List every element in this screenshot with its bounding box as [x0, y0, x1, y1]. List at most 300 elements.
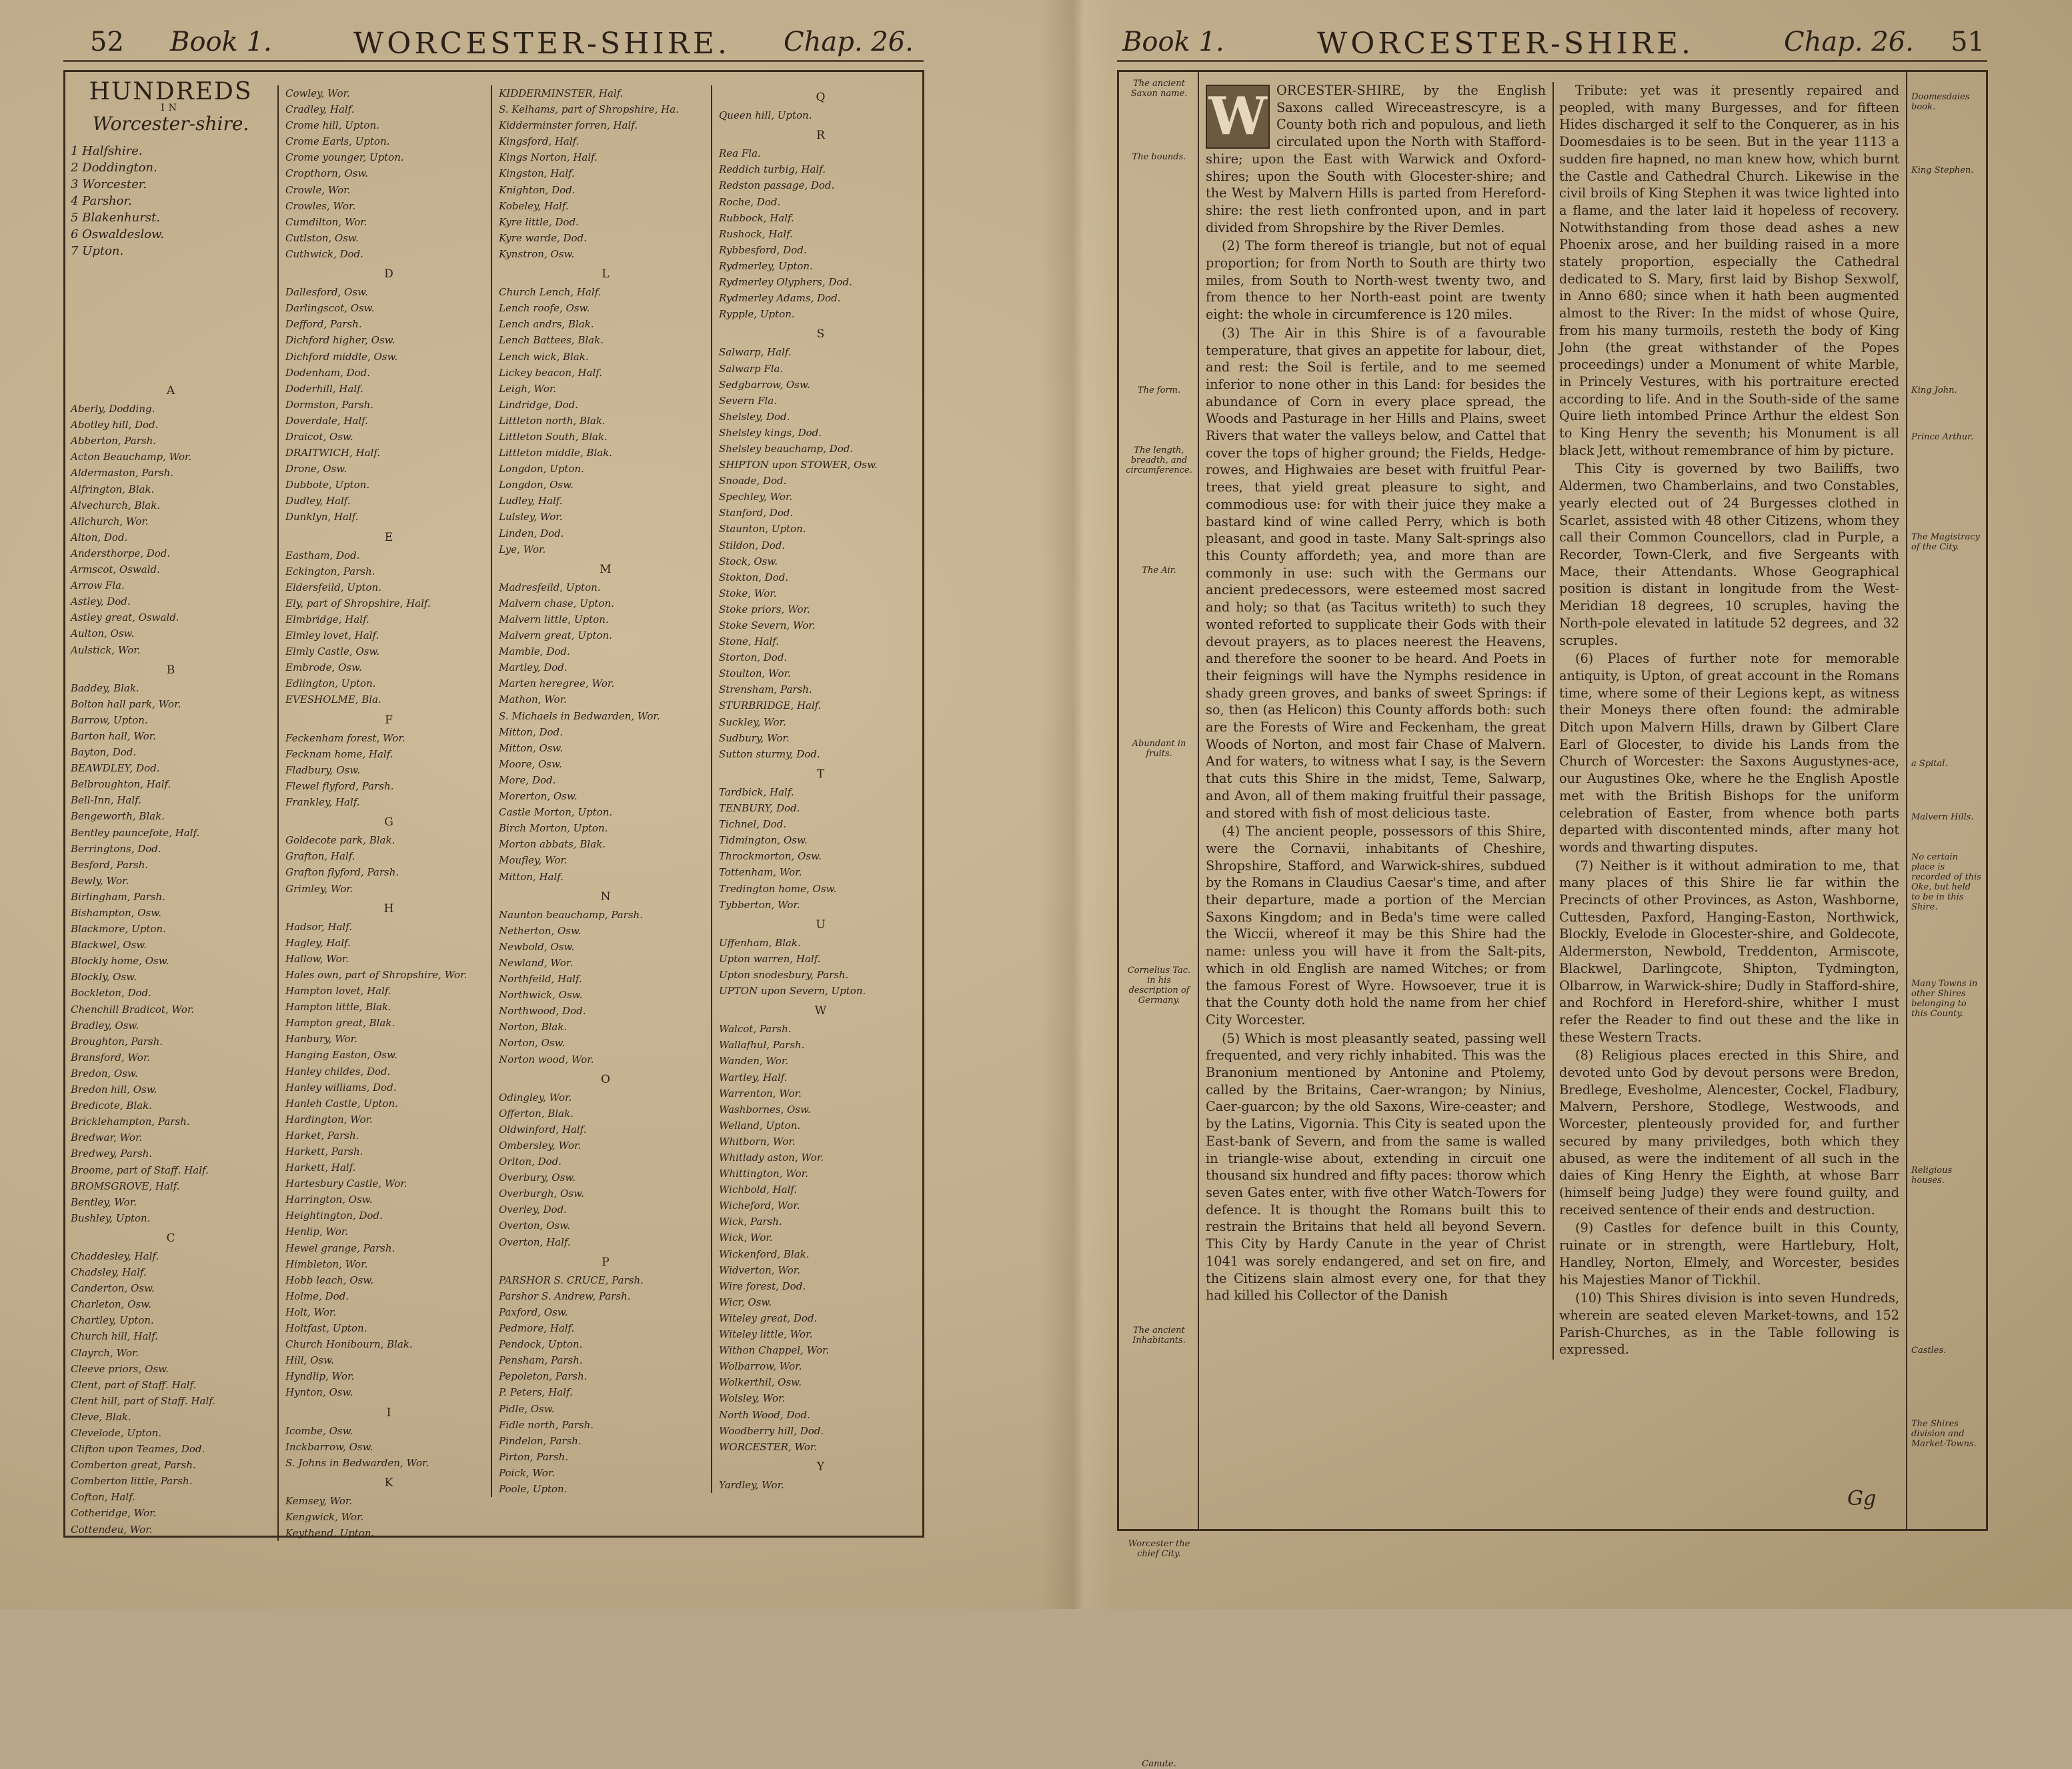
- index-entry: Northfeild, Half.: [499, 973, 582, 986]
- index-entry: Chartley, Upton.: [71, 1314, 154, 1327]
- body-paragraph: (4) The ancient people, possessors of this Shire, were the Cornavii, inhabitants of Cheshire, Shropshire, Stafford, and Warwick-shires, subdued by the Romans in Claudius Caesar's time, and after their departure, made a portion of the Mercian Saxons Kingdom; and in Beda's time were called the Wiccii, whereof it may be this Shire had the name: unless you will have it from the Salt-pits, which in old English are named Witches; or from the famous Forest of Wyre. Howsoever, true it is that the County doth hold the name from her chief City Worcester.: [1206, 823, 1546, 1028]
- index-entry: Mitton, Dod.: [499, 725, 563, 738]
- body-paragraph: (7) Neither is it without admiration to me, that many places of this Shire lie far within the Precincts of other Provinces, as Aston, Washborne, Cuttesden, Paxford, Hanging-Easton, Northwick, Blockly, Evelode in Glocester-shire, and Goldecote, Aldermerston, Newbold, Treddenton, Armiscote, Blackwel, Darlingcote, Shipton, Tydmington, Olbarrow, in Warwick-shire; Dudly in Stafford-shire, and Rochford in Hereford-shire, whither I must refer the Reader to find out these and the like in these Western Tracts.: [1559, 857, 1899, 1045]
- index-entry: Kyre little, Dod.: [499, 215, 579, 228]
- index-entry: Witeley great, Dod.: [719, 1312, 818, 1324]
- index-entry: Hanleh Castle, Upton.: [285, 1097, 398, 1110]
- index-entry: STURBRIDGE, Half.: [719, 699, 822, 712]
- index-entry: Holt, Wor.: [285, 1306, 337, 1318]
- index-entry: Mathon, Wor.: [499, 693, 567, 706]
- index-letter-heading: N: [600, 890, 611, 904]
- index-entry: Drone, Osw.: [285, 463, 347, 475]
- index-entry: P. Peters, Half.: [499, 1386, 573, 1399]
- index-entry: Queen hill, Upton.: [719, 109, 812, 122]
- index-entry: Martley, Dod.: [499, 661, 568, 674]
- index-column-3: [491, 85, 712, 1497]
- index-entry: Doderhill, Half.: [285, 382, 363, 395]
- index-entry: Snoade, Dod.: [719, 475, 787, 487]
- index-entry: Kingston, Half.: [499, 167, 575, 180]
- index-entry: Kingsford, Half.: [499, 135, 580, 148]
- index-entry: Barton hall, Wor.: [71, 729, 157, 742]
- index-entry: Bentley pauncefote, Half.: [71, 826, 200, 839]
- index-entry: Stoulton, Wor.: [719, 667, 791, 680]
- index-entry: S. Johns in Bedwarden, Wor.: [285, 1456, 429, 1469]
- index-entry: Cutlston, Osw.: [285, 231, 359, 244]
- margin-note: Many Towns in other Shires belonging to this County.: [1911, 979, 1978, 1019]
- index-letter-heading: L: [602, 267, 610, 281]
- index-entry: Wallafhul, Parsh.: [719, 1039, 805, 1052]
- index-entry: Crome hill, Upton.: [285, 119, 379, 132]
- index-entry: Morerton, Osw.: [499, 790, 578, 803]
- index-entry: Stock, Osw.: [719, 555, 778, 567]
- margin-note: The Magistracy of the City.: [1911, 532, 1980, 552]
- index-entry: Chadsley, Half.: [71, 1266, 147, 1279]
- index-entry: Berringtons, Dod.: [71, 842, 161, 855]
- index-entry: Dichford middle, Osw.: [285, 350, 398, 363]
- index-entry: Eldersfeild, Upton.: [285, 581, 381, 593]
- index-entry: Hynton, Osw.: [285, 1386, 353, 1399]
- index-entry: Littleton middle, Blak.: [499, 447, 613, 459]
- index-entry: Allchurch, Wor.: [71, 515, 149, 527]
- hundred-item: 7 Upton.: [71, 244, 124, 259]
- index-entry: Bredicote, Blak.: [71, 1100, 152, 1112]
- index-entry: Kemsey, Wor.: [285, 1494, 353, 1507]
- index-entry: Moufley, Wor.: [499, 854, 568, 867]
- index-entry: Northwick, Osw.: [499, 989, 583, 1002]
- index-entry: Tottenham, Wor.: [719, 866, 802, 879]
- index-letter-heading: B: [166, 663, 175, 677]
- index-entry: Bockleton, Dod.: [71, 987, 151, 1000]
- index-entry: S. Michaels in Bedwarden, Wor.: [499, 709, 660, 722]
- index-entry: Hanley childes, Dod.: [285, 1065, 391, 1078]
- index-entry: Himbleton, Wor.: [285, 1258, 368, 1270]
- index-entry: Lench roofe, Osw.: [499, 302, 590, 315]
- margin-note: Malvern Hills.: [1911, 812, 1974, 822]
- index-entry: Widverton, Wor.: [719, 1264, 801, 1276]
- index-entry: Stildon, Dod.: [719, 539, 786, 551]
- index-entry: Harkett, Half.: [285, 1162, 356, 1174]
- index-entry: Upton snodesbury, Parsh.: [719, 968, 849, 981]
- index-entry: Ombersley, Wor.: [499, 1140, 582, 1152]
- index-entry: Uffenham, Blak.: [719, 936, 801, 949]
- index-entry: Stokton, Dod.: [719, 571, 789, 583]
- margin-note: Abundant in fruits.: [1132, 739, 1186, 759]
- right-chapter-label: Chap. 26.: [1784, 27, 1914, 57]
- index-entry: Holtfast, Upton.: [285, 1322, 367, 1335]
- index-entry: Pensham, Parsh.: [499, 1354, 583, 1367]
- index-entry: Abotley hill, Dod.: [71, 419, 159, 431]
- left-margin-notes: [1119, 72, 1199, 1769]
- index-entry: Dodenham, Dod.: [285, 366, 370, 379]
- index-entry: Cradley, Half.: [285, 103, 355, 116]
- index-entry: Wire forest, Dod.: [719, 1280, 806, 1292]
- index-entry: Wolbarrow, Wor.: [719, 1360, 802, 1373]
- index-entry: Draicot, Osw.: [285, 430, 353, 443]
- index-entry: Overton, Osw.: [499, 1220, 570, 1232]
- index-entry: Cowley, Wor.: [285, 87, 350, 99]
- index-entry: Littleton north, Blak.: [499, 414, 606, 427]
- index-entry: Edlington, Upton.: [285, 677, 376, 690]
- index-entry: Lickey beacon, Half.: [499, 366, 603, 379]
- index-entry: Norton, Blak.: [499, 1021, 568, 1034]
- index-entry: Armscot, Oswald.: [71, 563, 160, 576]
- index-entry: Oldwinford, Half.: [499, 1123, 587, 1136]
- index-entry: Arrow Fla.: [71, 579, 125, 592]
- index-entry: More, Dod.: [499, 773, 556, 786]
- index-entry: Embrode, Osw.: [285, 661, 362, 674]
- index-entry: Heightington, Dod.: [285, 1210, 383, 1222]
- index-entry: Tredington home, Osw.: [719, 882, 837, 895]
- index-entry: Rydmerley Adams, Dod.: [719, 292, 841, 305]
- index-entry: Besford, Parsh.: [71, 858, 149, 871]
- index-entry: Hanging Easton, Osw.: [285, 1049, 397, 1062]
- index-entry: Belbroughton, Half.: [71, 778, 171, 791]
- index-entry: Hill, Osw.: [285, 1354, 334, 1367]
- hundreds-list: [71, 143, 271, 259]
- index-entry: Birch Morton, Upton.: [499, 822, 608, 835]
- index-entry: Stoke, Wor.: [719, 587, 777, 599]
- index-entry: Newbold, Osw.: [499, 940, 575, 953]
- index-entry: Blackwel, Osw.: [71, 939, 147, 952]
- index-entry: Rea Fla.: [719, 147, 761, 160]
- margin-note: Canute.: [1142, 1759, 1176, 1769]
- index-entry: Henlip, Wor.: [285, 1226, 349, 1238]
- index-letter-heading: Y: [816, 1460, 825, 1474]
- index-entry: Clayrch, Wor.: [71, 1346, 139, 1359]
- index-entry: Redston passage, Dod.: [719, 179, 835, 192]
- index-entry: Pirton, Parsh.: [499, 1450, 568, 1463]
- index-entry: Tichnel, Dod.: [719, 818, 787, 831]
- right-page-frame: [1117, 70, 1988, 1769]
- index-entry: Hobb leach, Osw.: [285, 1274, 374, 1286]
- index-letter-heading: C: [166, 1231, 175, 1245]
- center-fold: [1040, 0, 1114, 1609]
- index-entry: S. Kelhams, part of Shropshire, Ha.: [499, 103, 679, 116]
- index-entry: Naunton beauchamp, Parsh.: [499, 908, 643, 921]
- index-letter-heading: D: [384, 267, 393, 281]
- index-entry: Pepoleton, Parsh.: [499, 1370, 588, 1383]
- index-entry: Woodberry hill, Dod.: [719, 1424, 824, 1437]
- hundreds-in: IN: [161, 103, 181, 114]
- index-entry: Lench wick, Blak.: [499, 350, 589, 363]
- index-entry: Cleeve priors, Osw.: [71, 1362, 169, 1375]
- margin-note: The bounds.: [1132, 152, 1186, 162]
- index-entry: Withon Chappel, Wor.: [719, 1344, 830, 1357]
- index-entry: Bell-Inn, Half.: [71, 794, 141, 807]
- index-entry: North Wood, Dod.: [719, 1408, 810, 1421]
- index-entry: Flewel flyford, Parsh.: [285, 779, 394, 792]
- index-entry: Offerton, Blak.: [499, 1107, 574, 1120]
- index-entry: Cuthwick, Dod.: [285, 247, 363, 260]
- index-entry: Reddich turbig, Half.: [719, 163, 826, 176]
- index-entry: Kengwick, Wor.: [285, 1511, 364, 1524]
- index-entry: Abberton, Parsh.: [71, 435, 156, 447]
- left-book-label: Book 1.: [170, 27, 272, 57]
- index-entry: Stone, Half.: [719, 635, 780, 648]
- index-entry: Dudley, Half.: [285, 495, 351, 507]
- index-entry: Longdon, Upton.: [499, 463, 584, 475]
- index-entry: Clevelode, Upton.: [71, 1427, 162, 1439]
- index-entry: Warrenton, Wor.: [719, 1087, 802, 1100]
- index-entry: Wolkerthil, Osw.: [719, 1376, 802, 1389]
- index-entry: Lye, Wor.: [499, 543, 546, 555]
- index-entry: SHIPTON upon STOWER, Osw.: [719, 459, 878, 471]
- index-letter-heading: W: [814, 1004, 827, 1018]
- index-column-1: [71, 379, 271, 1538]
- margin-note: The length, breadth, and circumference.: [1126, 445, 1192, 475]
- index-entry: UPTON upon Severn, Upton.: [719, 985, 866, 998]
- index-entry: Hanley williams, Dod.: [285, 1081, 397, 1094]
- index-entry: Bishampton, Osw.: [71, 907, 162, 919]
- index-entry: Cottendeu, Wor.: [71, 1523, 153, 1536]
- margin-note: a Spital.: [1911, 759, 1948, 769]
- right-page-title: WORCESTER-SHIRE.: [1317, 27, 1694, 61]
- index-entry: Pedmore, Half.: [499, 1322, 575, 1335]
- index-entry: Sudbury, Wor.: [719, 731, 790, 744]
- index-entry: Rybbesford, Dod.: [719, 243, 807, 256]
- index-entry: Wolsley, Wor.: [719, 1392, 786, 1405]
- index-entry: Dallesford, Osw.: [285, 286, 368, 299]
- index-entry: Darlingscot, Osw.: [285, 302, 375, 315]
- right-margin-notes: [1906, 72, 1986, 1529]
- index-entry: Elmly Castle, Osw.: [285, 645, 380, 658]
- index-entry: Malvern great, Upton.: [499, 629, 612, 642]
- index-column-4: [711, 85, 922, 1493]
- index-entry: Mamble, Dod.: [499, 645, 570, 658]
- index-entry: KIDDERMINSTER, Half.: [499, 87, 624, 99]
- index-entry: Crowle, Wor.: [285, 183, 351, 196]
- margin-note: Worcester the chief City.: [1128, 1539, 1190, 1559]
- index-entry: Cofton, Half.: [71, 1491, 135, 1504]
- margin-note: King John.: [1911, 385, 1957, 395]
- index-entry: Stanford, Dod.: [719, 507, 794, 519]
- index-entry: Chaddesley, Half.: [71, 1250, 159, 1262]
- index-entry: Fladbury, Osw.: [285, 763, 361, 776]
- body-paragraph: (9) Castles for defence built in this County, ruinate or in strength, were Hartlebury, Holt, Handley, Norton, Elmely, and Worcester, besides his Majesties Manor of Tickhil.: [1559, 1220, 1899, 1288]
- catchword: Gg: [1847, 1487, 1877, 1510]
- index-entry: Wichbold, Half.: [719, 1184, 798, 1196]
- index-entry: Overton, Half.: [499, 1236, 571, 1248]
- index-entry: WORCESTER, Wor.: [719, 1440, 818, 1453]
- index-entry: Cumdilton, Wor.: [285, 215, 367, 228]
- index-entry: Wartley, Half.: [719, 1071, 788, 1084]
- index-entry: Wickenford, Blak.: [719, 1248, 810, 1260]
- index-entry: Northwood, Dod.: [499, 1005, 586, 1018]
- index-entry: Marten heregree, Wor.: [499, 677, 615, 690]
- index-entry: Overley, Dod.: [499, 1204, 567, 1216]
- index-entry: Hales own, part of Shropshire, Wor.: [285, 968, 467, 981]
- index-entry: BROMSGROVE, Half.: [71, 1180, 180, 1192]
- index-entry: Strensham, Parsh.: [719, 683, 812, 696]
- left-running-head: [63, 20, 924, 62]
- index-entry: Blackmore, Upton.: [71, 923, 166, 936]
- right-page: [1117, 20, 1987, 1769]
- index-entry: Parshor S. Andrew, Parsh.: [499, 1290, 631, 1302]
- index-entry: Astley great, Oswald.: [71, 611, 179, 624]
- index-entry: PARSHOR S. CRUCE, Parsh.: [499, 1274, 644, 1286]
- margin-note: Castles.: [1911, 1346, 1947, 1356]
- index-entry: Hallow, Wor.: [285, 952, 349, 965]
- index-entry: Whittington, Wor.: [719, 1168, 808, 1180]
- index-entry: Bentley, Wor.: [71, 1196, 137, 1208]
- hundred-item: 3 Worcester.: [71, 177, 147, 192]
- index-entry: Norton wood, Wor.: [499, 1053, 594, 1066]
- index-entry: Ludley, Half.: [499, 495, 563, 507]
- index-entry: Grafton flyford, Parsh.: [285, 866, 399, 879]
- index-entry: Pendock, Upton.: [499, 1338, 583, 1351]
- index-entry: Suckley, Wor.: [719, 715, 786, 728]
- body-paragraph: (2) The form thereof is triangle, but not of equal proportion; for from North to South are thirty two miles, from South to North-west twenty two, and from thence to her North-east point are twenty eight: the whole in circumference is 120 miles.: [1206, 238, 1546, 323]
- index-letter-heading: A: [166, 384, 175, 397]
- index-entry: Tybberton, Wor.: [719, 898, 800, 911]
- index-entry: Wanden, Wor.: [719, 1055, 789, 1068]
- left-chapter-label: Chap. 26.: [784, 27, 914, 57]
- index-entry: Norton, Osw.: [499, 1037, 566, 1050]
- index-entry: Hartesbury Castle, Wor.: [285, 1178, 407, 1190]
- index-entry: Cotheridge, Wor.: [71, 1507, 157, 1520]
- index-entry: Frankley, Half.: [285, 796, 360, 809]
- index-entry: Wick, Parsh.: [719, 1216, 782, 1228]
- index-entry: Elmley lovet, Half.: [285, 629, 379, 642]
- index-entry: Alvechurch, Blak.: [71, 499, 161, 511]
- index-entry: Eckington, Parsh.: [285, 565, 375, 577]
- index-entry: Witeley little, Wor.: [719, 1328, 813, 1341]
- index-entry: Alton, Dod.: [71, 531, 128, 543]
- index-entry: Aberly, Dodding.: [71, 403, 155, 415]
- index-entry: Shelsley, Dod.: [719, 410, 790, 423]
- margin-note: Cornelius Tac. in his description of Germany.: [1127, 966, 1191, 1006]
- index-entry: Aulton, Osw.: [71, 627, 135, 640]
- index-entry: Barrow, Upton.: [71, 713, 148, 726]
- margin-note: Doomesdaies book.: [1911, 92, 1970, 112]
- index-entry: Mitton, Half.: [499, 870, 564, 883]
- right-running-head: [1117, 20, 1987, 62]
- index-entry: Andersthorpe, Dod.: [71, 547, 171, 559]
- index-entry: Rydmerley, Upton.: [719, 259, 813, 272]
- index-letter-heading: T: [816, 767, 825, 781]
- index-entry: Canderton, Osw.: [71, 1282, 155, 1295]
- index-entry: Bransford, Wor.: [71, 1051, 151, 1064]
- index-entry: Upton warren, Half.: [719, 952, 821, 965]
- index-entry: Stoke priors, Wor.: [719, 603, 810, 615]
- index-entry: Staunton, Upton.: [719, 523, 806, 535]
- index-entry: Dubbote, Upton.: [285, 479, 370, 491]
- index-entry: Cleve, Blak.: [71, 1410, 131, 1423]
- index-entry: Roche, Dod.: [719, 195, 781, 208]
- index-entry: Kyre warde, Dod.: [499, 231, 587, 244]
- index-entry: Fidle north, Parsh.: [499, 1418, 594, 1431]
- index-entry: Kobeley, Half.: [499, 199, 569, 212]
- index-entry: Knighton, Dod.: [499, 183, 576, 196]
- index-entry: Lulsley, Wor.: [499, 511, 563, 523]
- index-entry: Hampton little, Blak.: [285, 1001, 391, 1014]
- index-entry: Sutton sturmy, Dod.: [719, 747, 820, 760]
- index-entry: Hadsor, Half.: [285, 920, 353, 933]
- index-entry: Dormston, Parsh.: [285, 398, 374, 411]
- index-entry: Comberton great, Parsh.: [71, 1459, 196, 1472]
- index-entry: Harket, Parsh.: [285, 1129, 359, 1142]
- index-entry: Blockly home, Osw.: [71, 955, 169, 968]
- index-entry: Eastham, Dod.: [285, 549, 360, 561]
- index-entry: Defford, Parsh.: [285, 318, 362, 331]
- index-entry: Ely, part of Shropshire, Half.: [285, 597, 431, 609]
- index-entry: Hampton lovet, Half.: [285, 985, 391, 998]
- index-entry: Chenchill Bradicot, Wor.: [71, 1003, 195, 1016]
- index-entry: Church Lench, Half.: [499, 286, 602, 299]
- index-entry: Malvern little, Upton.: [499, 613, 609, 625]
- index-letter-heading: O: [601, 1072, 610, 1086]
- index-entry: Madresfeild, Upton.: [499, 581, 601, 593]
- index-entry: Fecknam home, Half.: [285, 747, 393, 760]
- index-entry: Rushock, Half.: [719, 227, 793, 240]
- index-entry: Sedgbarrow, Osw.: [719, 378, 810, 391]
- body-paragraph: (5) Which is most pleasantly seated, passing well frequented, and very richly inhabited. This was the Branonium mentioned by Antonine and Ptolemy, called by the Britains, Caer-wrangon; by Ninius, Caer-guarcon; by the old Saxons, Wire-ceaster; and by the Latins, Vigornia. This City is seated upon the East-bank of Severn, and from the same is walled in triangle-wise about, extending in circuit one thousand six hundred and fifty paces: thorow which seven Gates enter, with five other Watch-Towers for defence. It is thought the Romans built this to restrain the Britains that held all beyond Severn. This City by Hardy Canute in the year of Christ 1041 was sorely endangered, and set on fire, and the Citizens slain almost every one, for that they had killed his Collector of the Danish: [1206, 1030, 1546, 1304]
- index-entry: Church hill, Half.: [71, 1330, 158, 1343]
- hundred-item: 2 Doddington.: [71, 161, 157, 175]
- index-entry: Shelsley kings, Dod.: [719, 426, 822, 439]
- index-entry: Lindridge, Dod.: [499, 398, 579, 411]
- hundreds-title: HUNDREDS: [89, 78, 253, 105]
- index-entry: Walcot, Parsh.: [719, 1023, 792, 1036]
- margin-note: The ancient Saxon name.: [1130, 79, 1188, 99]
- index-entry: DRAITWICH, Half.: [285, 447, 381, 459]
- index-entry: Newland, Wor.: [499, 956, 574, 969]
- index-entry: Castle Morton, Upton.: [499, 806, 613, 819]
- hundred-item: 1 Halfshire.: [71, 144, 143, 159]
- index-entry: Leigh, Wor.: [499, 382, 557, 395]
- index-entry: Kings Norton, Half.: [499, 151, 598, 164]
- index-entry: Poick, Wor.: [499, 1466, 556, 1479]
- index-entry: Inckbarrow, Osw.: [285, 1440, 373, 1453]
- index-entry: Wick, Wor.: [719, 1232, 773, 1244]
- index-entry: Broome, part of Staff. Half.: [71, 1164, 209, 1176]
- index-entry: Orlton, Dod.: [499, 1156, 562, 1168]
- index-entry: Alfrington, Blak.: [71, 483, 155, 495]
- index-entry: Bradley, Osw.: [71, 1019, 139, 1032]
- index-entry: Clifton upon Teames, Dod.: [71, 1443, 205, 1456]
- index-entry: Malvern chase, Upton.: [499, 597, 614, 609]
- hundred-item: 6 Oswaldeslow.: [71, 227, 165, 242]
- index-column-2: [277, 85, 492, 1541]
- index-entry: Astley, Dod.: [71, 595, 131, 608]
- margin-note: King Stephen.: [1911, 165, 1974, 175]
- index-entry: Linden, Dod.: [499, 527, 564, 539]
- left-page-number: 52: [90, 27, 124, 57]
- index-letter-heading: I: [386, 1406, 391, 1420]
- index-entry: Hanbury, Wor.: [285, 1033, 357, 1046]
- index-entry: Morton abbats, Blak.: [499, 838, 606, 851]
- index-letter-heading: Q: [816, 91, 826, 104]
- index-entry: Yardley, Wor.: [719, 1478, 784, 1491]
- margin-note: The ancient Inhabitants.: [1132, 1326, 1186, 1346]
- index-entry: Mitton, Osw.: [499, 741, 564, 754]
- body-paragraph: (6) Places of further note for memorable antiquity, is Upton, of great account in the Romans time, where some of their Legions kept, as witness their Moneys there often found: the admirable Ditch upon Malvern Hills, drawn by Gilbert Clare Earl of Glocester, to divide his Lands from the Church of Worcester: the Saxons Augustynes-ace, our Augustines Oke, where he the English Apostle met with the British Bishops for the uniform celebration of Easter, from whence both parts departed with discontented minds, after many hot words and thwarting disputes.: [1559, 651, 1899, 855]
- index-entry: TENBURY, Dod.: [719, 802, 800, 815]
- index-entry: Welland, Upton.: [719, 1119, 801, 1132]
- hundreds-county: Worcester-shire.: [92, 113, 249, 135]
- dropcap-initial: W: [1206, 85, 1270, 149]
- index-entry: Netherton, Osw.: [499, 924, 582, 937]
- index-entry: Overbury, Osw.: [499, 1172, 576, 1184]
- index-entry: Goldecote park, Blak.: [285, 834, 395, 847]
- index-entry: Washbornes, Osw.: [719, 1103, 811, 1116]
- index-entry: Bricklehampton, Parsh.: [71, 1116, 190, 1128]
- index-entry: Rubbock, Half.: [719, 211, 794, 224]
- index-entry: Longdon, Osw.: [499, 479, 574, 491]
- index-entry: Hyndlip, Wor.: [285, 1370, 355, 1383]
- index-entry: Hewel grange, Parsh.: [285, 1242, 395, 1254]
- index-entry: Clent, part of Staff. Half.: [71, 1378, 197, 1391]
